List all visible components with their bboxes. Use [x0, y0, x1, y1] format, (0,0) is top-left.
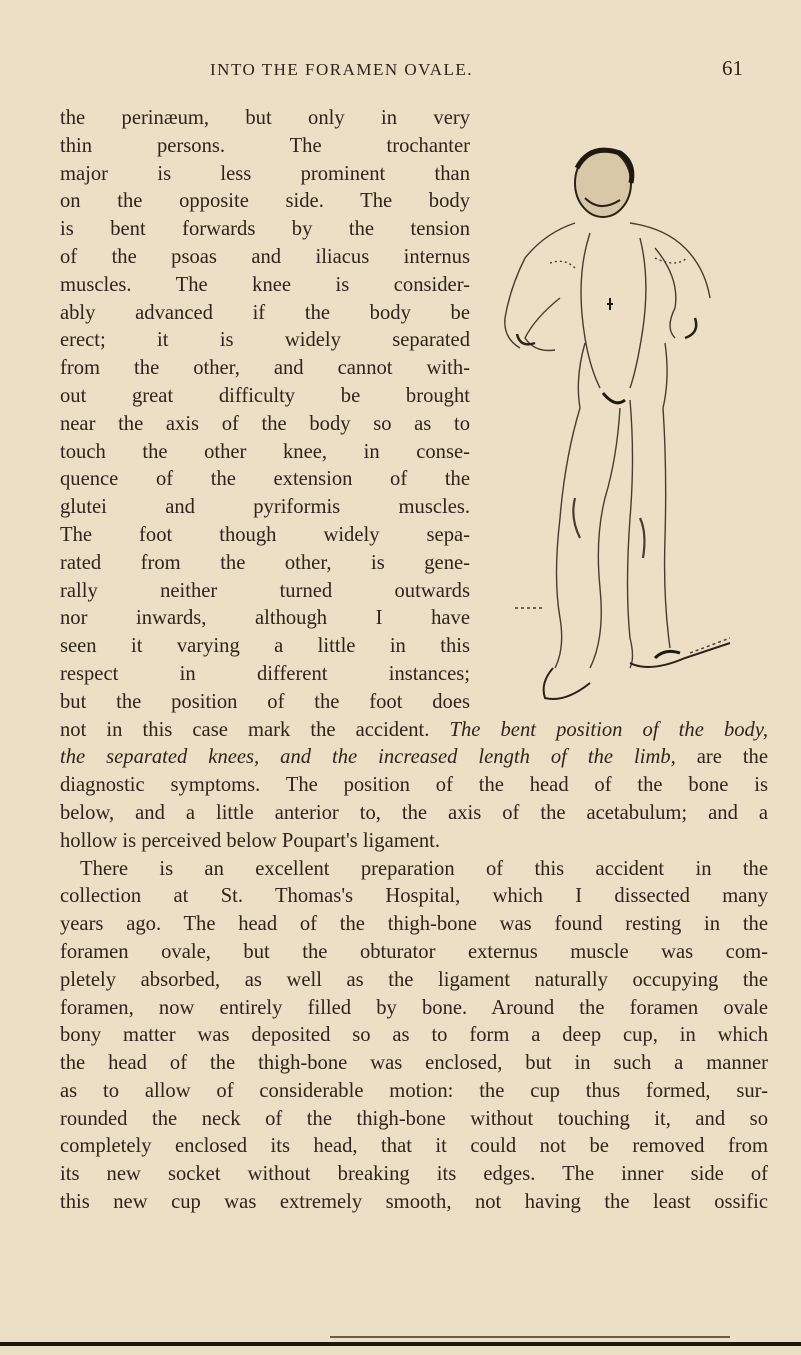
text-line: on the opposite side. The body — [60, 190, 470, 213]
text-line: glutei and pyriformis muscles. — [60, 496, 470, 519]
italic-text-run: The bent position of the body, — [449, 718, 768, 741]
text-line: collection at St. Thomas's Hospital, which I dissected many — [60, 885, 768, 908]
text-line: the head of the thigh-bone was enclosed, but in such a manner — [60, 1052, 768, 1075]
text-line: below, and a little anterior to, the axis of the acetabulum; and a — [60, 801, 768, 824]
text-line: touch the other knee, in conse- — [60, 440, 470, 463]
text-line: from the other, and cannot with- — [60, 357, 470, 380]
text-line — [60, 717, 768, 745]
text-line: ably advanced if the body be — [60, 301, 470, 324]
text-line: nor inwards, although I have — [60, 607, 470, 630]
text-line: foramen ovale, but the obturator externus muscle was com- — [60, 940, 768, 963]
paragraph-1-narrow-column — [60, 105, 470, 717]
text-line: out great difficulty be brought — [60, 384, 470, 407]
text-line: erect; it is widely separated — [60, 329, 470, 352]
text-line: There is an excellent preparation of this accident in the — [80, 857, 768, 880]
text-line: rally neither turned outwards — [60, 579, 470, 602]
page-bottom-edge — [0, 1342, 801, 1346]
text-line: major is less prominent than — [60, 162, 470, 185]
page-edge-shadow — [330, 1336, 730, 1338]
text-run: are the — [696, 746, 768, 769]
text-line: this new cup was extremely smooth, not having the least ossific — [60, 1191, 768, 1214]
text-line: is bent forwards by the tension — [60, 218, 470, 241]
text-line: the perinæum, but only in very — [60, 107, 470, 129]
text-line: The foot though widely sepa- — [60, 523, 470, 546]
text-line: hollow is perceived below Poupart's ligament. — [60, 829, 441, 852]
italic-text-run: increased length — [378, 746, 530, 769]
page-number: 61 — [722, 56, 743, 80]
text-run: not in this case mark the accident. — [60, 718, 430, 741]
text-line: its new socket without breaking its edges. The inner side of — [60, 1163, 768, 1186]
text-line: but the position of the foot does — [60, 690, 470, 713]
text-line: quence of the extension of the — [60, 468, 470, 491]
running-title: INTO THE FORAMEN OVALE. — [210, 60, 474, 79]
text-line: rounded the neck of the thigh-bone without touching it, and so — [60, 1107, 768, 1130]
text-line — [60, 744, 768, 772]
text-line: of the psoas and iliacus internus — [60, 245, 470, 268]
text-line: diagnostic symptoms. The position of the head of the bone is — [60, 774, 768, 797]
text-line: respect in different instances; — [60, 662, 470, 685]
text-line: near the axis of the body so as to — [60, 412, 470, 435]
text-line: pletely absorbed, as well as the ligament naturally occupying the — [60, 968, 768, 991]
text-line: years ago. The head of the thigh-bone was found resting in the — [60, 913, 768, 936]
body-text — [60, 105, 768, 1217]
text-line: completely enclosed its head, that it could not be removed from — [60, 1135, 768, 1158]
text-line: as to allow of considerable motion: the cup thus formed, sur- — [60, 1079, 768, 1102]
italic-text-run: the separated knees, — [60, 746, 260, 769]
italic-text-run: and the — [280, 746, 358, 769]
text-line: thin persons. The trochanter — [60, 134, 470, 157]
page-header — [0, 54, 801, 84]
text-line: rated from the other, is gene- — [60, 551, 470, 574]
text-line: bony matter was deposited so as to form a deep cup, in which — [60, 1024, 768, 1047]
italic-text-run: limb, — [634, 746, 676, 769]
italic-text-run: of the — [550, 746, 614, 769]
text-line: foramen, now entirely filled by bone. Around the foramen ovale — [60, 996, 768, 1019]
text-line: seen it varying a little in this — [60, 635, 470, 658]
text-line: muscles. The knee is consider- — [60, 273, 470, 296]
